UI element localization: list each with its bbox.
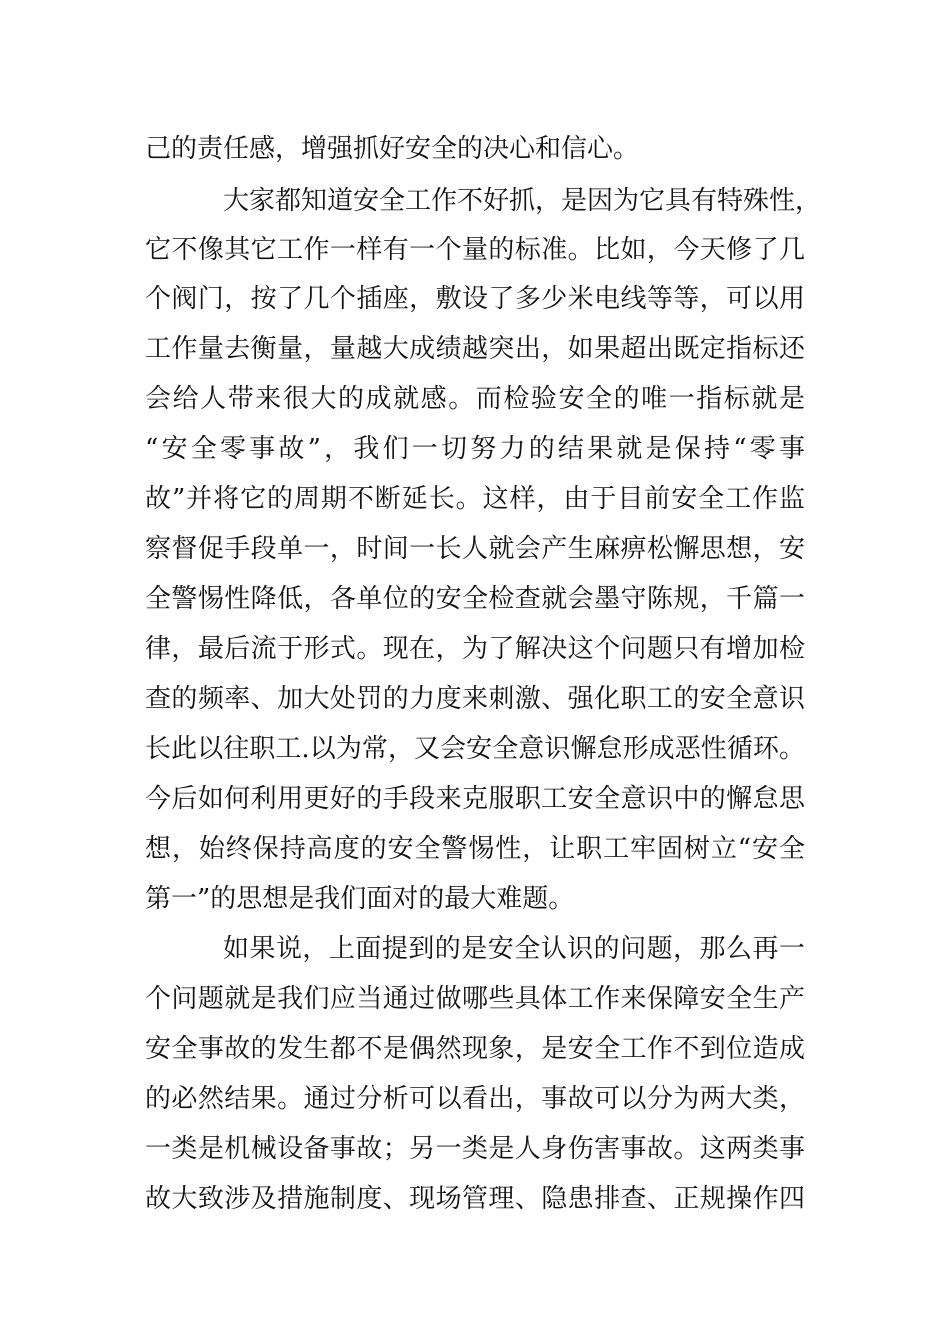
text-line: 今后如何利用更好的手段来克服职工安全意识中的懈怠思 (145, 784, 805, 814)
text-line: 全警惕性降低，各单位的安全检查就会墨守陈规，千篇一 (145, 584, 805, 614)
paragraph-first-line: 如果说，上面提到的是安全认识的问题，那么再一 (223, 934, 805, 964)
text-line: 故大致涉及措施制度、现场管理、隐患排查、正规操作四 (145, 1184, 805, 1214)
text-line: 安全事故的发生都不是偶然现象，是安全工作不到位造成 (145, 1034, 805, 1064)
text-line: 工作量去衡量，量越大成绩越突出，如果超出既定指标还 (145, 334, 805, 364)
text-line: 己的责任感，增强抓好安全的决心和信心。 (145, 134, 640, 164)
text-line: 查的频率、加大处罚的力度来刺激、强化职工的安全意识 (145, 684, 805, 714)
text-line: 它不像其它工作一样有一个量的标准。比如，今天修了几 (145, 235, 805, 265)
text-line: 想，始终保持高度的安全警惕性，让职工牢固树立“安全 (145, 834, 805, 864)
text-line: 第一”的思想是我们面对的最大难题。 (145, 884, 575, 914)
text-line: 个阀门，按了几个插座，敷设了多少米电线等等，可以用 (145, 284, 805, 314)
text-line: 一类是机械设备事故；另一类是人身伤害事故。这两类事 (145, 1134, 805, 1164)
text-line: 的必然结果。通过分析可以看出，事故可以分为两大类， (145, 1084, 805, 1114)
text-line: 会给人带来很大的成就感。而检验安全的唯一指标就是 (145, 384, 805, 414)
text-line: 个问题就是我们应当通过做哪些具体工作来保障安全生产 (145, 984, 805, 1014)
text-line: 故”并将它的周期不断延长。这样，由于目前安全工作监 (145, 484, 805, 514)
text-line: “安全零事故”，我们一切努力的结果就是保持“零事 (145, 434, 805, 464)
text-line: 长此以往职工.以为常，又会安全意识懈怠形成恶性循环。 (145, 734, 805, 764)
text-line: 察督促手段单一，时间一长人就会产生麻痹松懈思想，安 (145, 534, 805, 564)
text-line: 律，最后流于形式。现在，为了解决这个问题只有增加检 (145, 634, 805, 664)
paragraph-first-line: 大家都知道安全工作不好抓，是因为它具有特殊性， (223, 186, 822, 216)
